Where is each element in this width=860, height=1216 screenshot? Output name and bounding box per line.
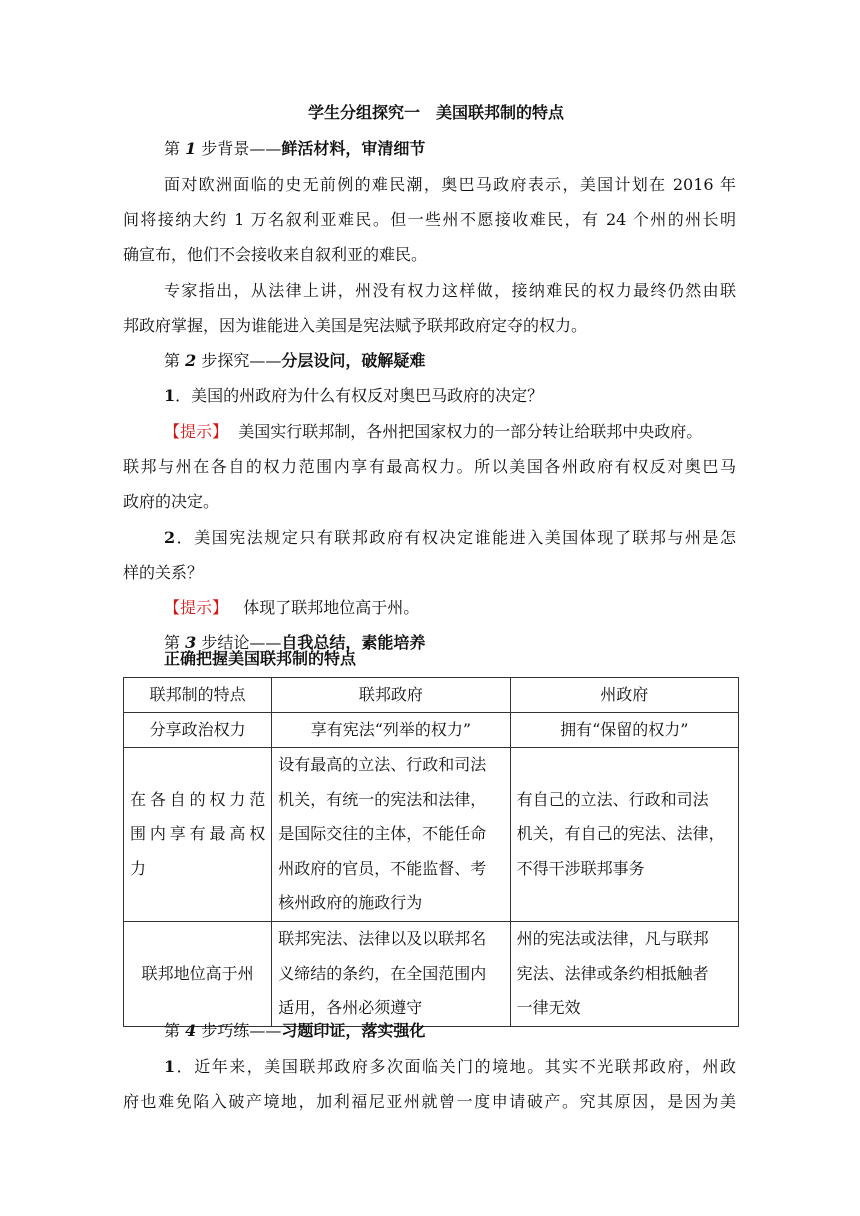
table-cell: 在各自的权力范 围内享有最高权 力: [124, 748, 272, 922]
hint-label: 【提示】: [164, 422, 229, 441]
hint-label: 【提示】: [164, 598, 229, 617]
exercise-1-line2: 府也难免陷入破产境地，加利福尼亚州就曾一度申请破产。究其原因，是因为美: [123, 1092, 736, 1111]
table-row: [124, 922, 739, 1027]
para1-line1: 面对欧洲面临的史无前例的难民潮，奥巴马政府表示，美国计划在 2016 年: [164, 175, 736, 194]
table-title: 正确把握美国联邦制的特点: [164, 649, 357, 668]
table-cell: 享有宪法“列举的权力”: [272, 713, 510, 748]
hint-1-line3: 政府的决定。: [123, 492, 220, 511]
table-row: [124, 713, 739, 748]
para1-line2: 间将接纳大约 1 万名叙利亚难民。但一些州不愿接收难民，有 24 个州的州长明: [123, 210, 736, 229]
hint-1-line2: 联邦与州在各自的权力范围内享有最高权力。所以美国各州政府有权反对奥巴马: [123, 457, 736, 476]
step4-heading: 第 4 步巧练——习题印证，落实强化: [164, 1021, 426, 1040]
table-cell: 州的宪法或法律，凡与联邦 宪法、法律或条约相抵触者 一律无效: [510, 922, 738, 1027]
table-row: [124, 748, 739, 922]
question-1: 1．美国的州政府为什么有权反对奥巴马政府的决定？: [164, 386, 544, 405]
question-2-line1: 2．美国宪法规定只有联邦政府有权决定谁能进入美国体现了联邦与州是怎: [164, 528, 736, 547]
table-header-cell: 联邦政府: [272, 678, 510, 713]
hint-2: 【提示】 体现了联邦地位高于州。: [164, 598, 420, 617]
step1-heading: 第 1 步背景——鲜活材料，审清细节: [164, 139, 426, 158]
para2-line1: 专家指出，从法律上讲，州没有权力这样做，接纳难民的权力最终仍然由联: [164, 281, 736, 300]
table-cell: 联邦地位高于州: [124, 922, 272, 1027]
step3-heading: 第 3 步结论——自我总结，素能培养: [164, 633, 426, 652]
question-2-line2: 样的关系？: [123, 563, 204, 582]
exercise-1-line1: 1．近年来，美国联邦政府多次面临关门的境地。其实不光联邦政府，州政: [164, 1057, 736, 1076]
section-title: 学生分组探究一 美国联邦制的特点: [308, 103, 565, 122]
table-cell: 分享政治权力: [124, 713, 272, 748]
para1-line3: 确宣布，他们不会接收来自叙利亚的难民。: [123, 245, 428, 264]
table-cell: 有自己的立法、行政和司法 机关，有自己的宪法、法律， 不得干涉联邦事务: [510, 748, 738, 922]
table-header-cell: 联邦制的特点: [124, 678, 272, 713]
para2-line2: 邦政府掌握，因为谁能进入美国是宪法赋予联邦政府定夺的权力。: [123, 316, 588, 335]
table-cell: 拥有“保留的权力”: [510, 713, 738, 748]
federalism-table: [123, 677, 739, 1027]
table-cell: 联邦宪法、法律以及以联邦名 义缔结的条约，在全国范围内 适用，各州必须遵守: [272, 922, 510, 1027]
table-header-cell: 州政府: [510, 678, 738, 713]
table-header-row: [124, 678, 739, 713]
table-cell: 设有最高的立法、行政和司法 机关，有统一的宪法和法律， 是国际交往的主体，不能任命 州政府的官员，不能监督、考 核州政府的施政行为: [272, 748, 510, 922]
hint-1-line1: 【提示】 美国实行联邦制，各州把国家权力的一部分转让给联邦中央政府。: [164, 422, 703, 441]
step2-heading: 第 2 步探究——分层设问，破解疑难: [164, 351, 426, 370]
